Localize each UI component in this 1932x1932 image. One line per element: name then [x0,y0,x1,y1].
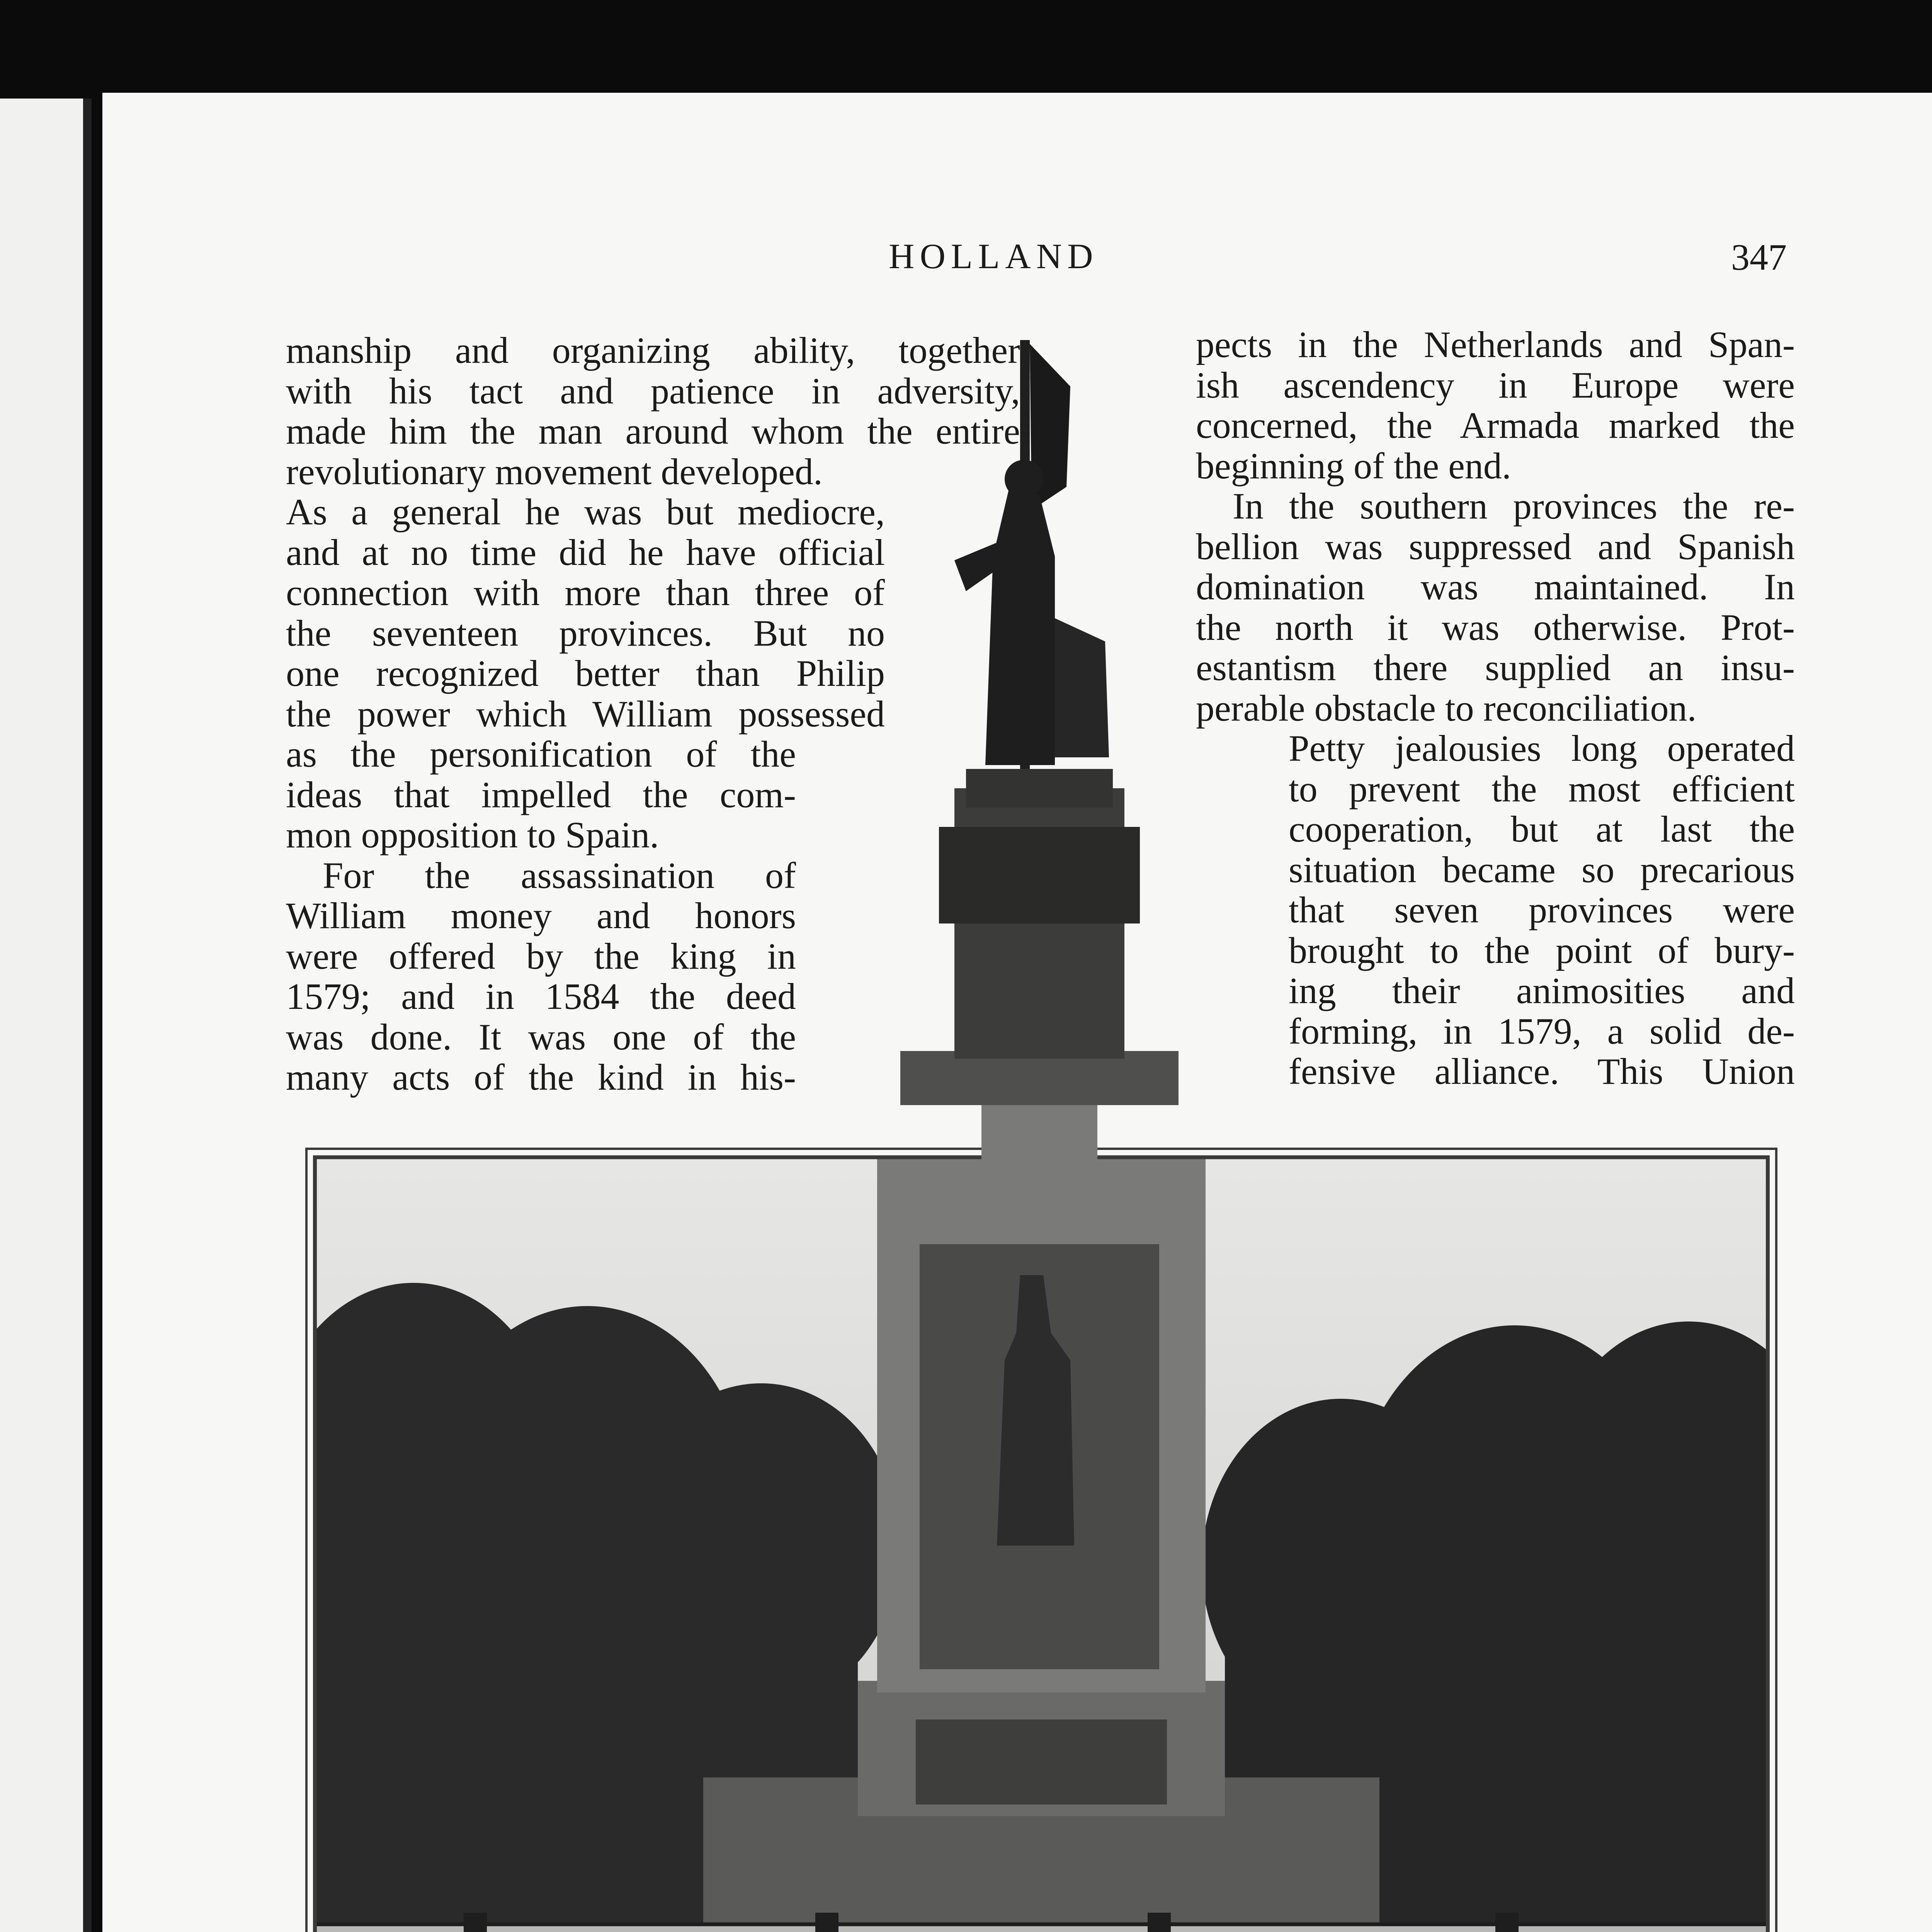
text-line: perable obstacle to reconciliation. [1196,687,1697,729]
text-line: were offered by the king in [286,935,796,977]
text-line: and at no time did he have official [286,531,885,573]
text-line: the power which William possessed [286,693,885,735]
text-line: 1579; and in 1584 the deed [286,976,796,1017]
text-line: made him the man around whom the entire [286,410,1020,452]
text-line: brought to the point of bury- [1289,929,1795,971]
text-line: beginning of the end. [1196,445,1511,486]
text-line: pects in the Netherlands and Span- [1196,324,1795,365]
text-line: as the personification of the [286,733,796,775]
text-line: the north it was otherwise. Prot- [1196,606,1795,648]
text-line: For the assassination of [323,854,796,896]
text-line: As a general he was but mediocre, [286,491,885,532]
text-line: situation became so precarious [1289,849,1795,890]
text-line: to prevent the most efficient [1289,768,1795,810]
text-line: bellion was suppressed and Spanish [1196,526,1795,567]
running-head-title: HOLLAND [889,236,1099,276]
text-line: with his tact and patience in adversity, [286,370,1020,412]
text-line: ish ascendency in Europe were [1196,364,1795,406]
text-line: William money and honors [286,895,796,936]
text-line: one recognized better than Philip [286,653,885,694]
text-line: revolutionary movement developed. [286,451,823,492]
page-number: 347 [1731,236,1787,278]
text-line: the seventeen provinces. But no [286,612,885,654]
text-line: manship and organizing ability, together [286,330,1020,371]
text-line: fensive alliance. This Union [1289,1051,1795,1092]
text-line: domination was maintained. In [1196,566,1795,607]
monument-photograph [313,1155,1770,1932]
text-line: In the southern provinces the re- [1233,485,1795,527]
facing-page-edge [0,99,92,1932]
monument-photo-illustration [317,1159,1766,1932]
text-line: concerned, the Armada marked the [1196,405,1795,446]
text-line: connection with more than three of [286,572,885,613]
text-line: mon opposition to Spain. [286,814,659,855]
text-line: forming, in 1579, a solid de- [1289,1010,1795,1052]
text-line: was done. It was one of the [286,1016,796,1058]
upper-right-column [1196,325,1795,1092]
text-line: ideas that impelled the com- [286,774,796,815]
text-line: estantism there supplied an insu- [1196,647,1795,688]
text-line: ing their animosities and [1289,970,1795,1011]
text-line: that seven provinces were [1289,889,1795,930]
monument-summit-statue [838,325,1240,1159]
text-line: Petty jealousies long operated [1289,728,1795,769]
text-line: many acts of the kind in his- [286,1056,796,1098]
text-line: cooperation, but at last the [1289,808,1795,850]
